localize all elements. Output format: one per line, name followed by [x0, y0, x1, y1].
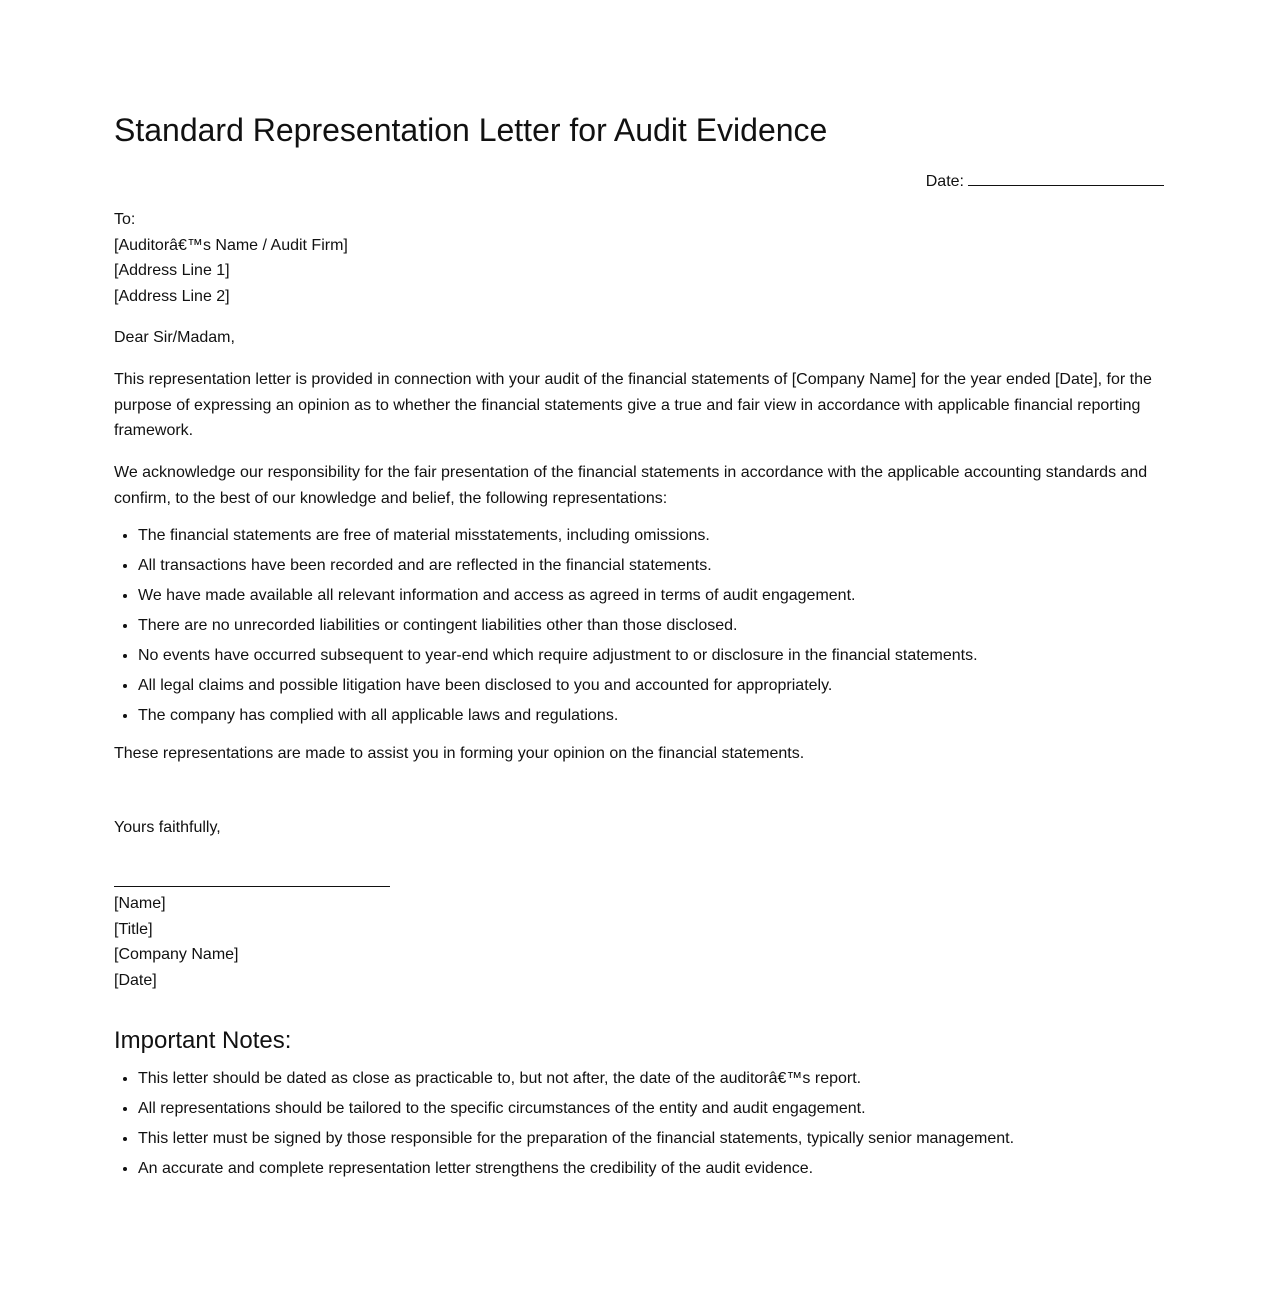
- recipient-line: [Address Line 2]: [114, 287, 230, 305]
- salutation-text: Dear Sir/Madam,: [114, 329, 235, 346]
- closing-paragraph: [114, 741, 1164, 767]
- list-item: • The financial statements are free of material misstatements, including omissions.: [138, 523, 1164, 549]
- to-label: To:: [114, 211, 136, 228]
- signature-name: [Name]: [114, 895, 166, 912]
- signoff-text: Yours faithfully,: [114, 819, 221, 836]
- note-item: • All representations should be tailored to the specific circumstances of the entity and audit engagement.: [138, 1096, 1164, 1122]
- signature-line: [114, 886, 390, 887]
- signature-company: [Company Name]: [114, 946, 239, 964]
- closing-paragraph-text: These representations are made to assist you in forming your opinion on the financial statements.: [114, 745, 805, 762]
- list-item: • All legal claims and possible litigation have been disclosed to you and accounted for appropriately.: [138, 673, 1164, 699]
- notes-list: [114, 1066, 1164, 1186]
- page-title: Standard Representation Letter for Audit Evidence: [114, 112, 828, 148]
- signature-date: [Date]: [114, 971, 157, 989]
- notes-heading: Important Notes:: [114, 1027, 292, 1054]
- signoff: [114, 815, 1164, 841]
- signature-title: [Title]: [114, 920, 153, 938]
- date-blank-line: [968, 166, 1164, 186]
- acknowledgement-paragraph-text: We acknowledge our responsibility for the fair presentation of the financial statements in accordance with the applicable accounting standards and confirm, to the best of our knowledge and belief, the following representations:: [114, 464, 1148, 507]
- acknowledgement-paragraph: [114, 460, 1164, 511]
- salutation: [114, 325, 1164, 351]
- note-item: • An accurate and complete representation letter strengthens the credibility of the audit evidence.: [138, 1156, 1164, 1182]
- list-item: • All transactions have been recorded and are reflected in the financial statements.: [138, 553, 1164, 579]
- signature-block: [114, 891, 1164, 993]
- recipient-line: [Address Line 1]: [114, 262, 230, 280]
- note-item: • This letter must be signed by those responsible for the preparation of the financial statements, typically senior management.: [138, 1126, 1164, 1152]
- recipient-block: [114, 207, 1164, 309]
- note-item: • This letter should be dated as close as practicable to, but not after, the date of the auditorâ€™s report.: [138, 1066, 1164, 1092]
- intro-paragraph: [114, 367, 1164, 444]
- date-row: [114, 166, 1164, 195]
- representations-list: [114, 523, 1164, 733]
- recipient-line: [Auditorâ€™s Name / Audit Firm]: [114, 236, 348, 254]
- date-label: Date:: [925, 173, 964, 190]
- list-item: • No events have occurred subsequent to year-end which require adjustment to or disclosure in the financial statements.: [138, 643, 1164, 669]
- list-item: • We have made available all relevant information and access as agreed in terms of audit engagement.: [138, 583, 1164, 609]
- list-item: • The company has complied with all applicable laws and regulations.: [138, 703, 1164, 729]
- intro-paragraph-text: This representation letter is provided in connection with your audit of the financial statements of [Company Name] for the year ended [Date], for the purpose of expressing an opinion as to whether the financial statements give a true and fair view in accordance with applicable financial reporting framework.: [114, 371, 1152, 440]
- list-item: • There are no unrecorded liabilities or contingent liabilities other than those disclosed.: [138, 613, 1164, 639]
